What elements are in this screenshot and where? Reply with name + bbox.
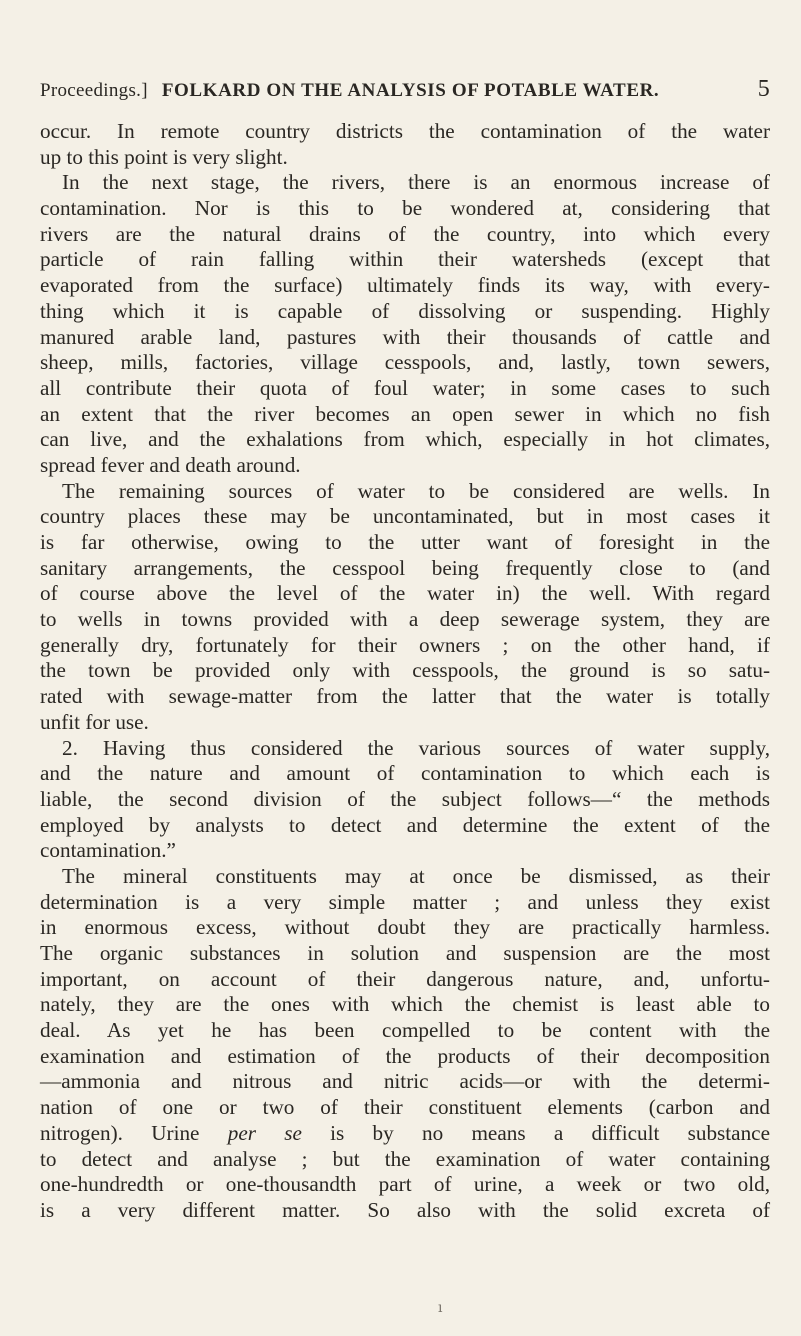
text-line: all contribute their quota of foul water; in some cases to such [40, 375, 770, 400]
text-line: contamination.” [40, 838, 176, 863]
text-line: occur. In remote country districts the contamination of the water [40, 119, 770, 143]
text-line: nation of one or two of their constituent elements (carbon and [40, 1095, 770, 1120]
text-line: important, on account of their dangerous nature, and, unfortu- [40, 966, 770, 991]
text-line: and the nature and amount of contamination to which each is [40, 761, 770, 786]
text-line: manured arable land, pastures with their thousands of cattle and [40, 324, 770, 349]
text-line: In the next stage, the rivers, there is an enormous increase of [62, 170, 770, 195]
text-line: nitrogen). Urine per se is by no means a difficult substance [40, 1120, 770, 1145]
text-line: to detect and analyse ; but the examination of water containing [40, 1146, 770, 1171]
text-line: an extent that the river becomes an open sewer in which no fish [40, 401, 770, 426]
page-number: 5 [757, 76, 770, 102]
stray-ink-mark: ı [438, 1300, 443, 1316]
article-title: FOLKARD ON THE ANALYSIS OF POTABLE WATER. [161, 80, 660, 101]
text-line: The remaining sources of water to be considered are wells. In [62, 478, 770, 503]
text-line: generally dry, fortunately for their owners ; on the other hand, if [40, 632, 770, 657]
text-line: employed by analysts to detect and determine the extent of the [40, 812, 770, 837]
text-line: The organic substances in solution and suspension are the most [40, 941, 770, 965]
text-line: contamination. Nor is this to be wondered at, considering that [40, 196, 770, 221]
text-line: thing which it is capable of dissolving or suspending. Highly [40, 298, 770, 323]
text-line: liable, the second division of the subject follows—“ the methods [40, 786, 770, 811]
text-line: examination and estimation of the products of their decomposition [40, 1043, 770, 1068]
text-line: of course above the level of the water in) the well. With regard [40, 581, 770, 606]
text-line: country places these may be uncontaminated, but in most cases it [40, 504, 770, 529]
text-line: sanitary arrangements, the cesspool being frequently close to (and [40, 555, 770, 580]
text-line: one-hundredth or one-thousandth part of urine, a week or two old, [40, 1172, 770, 1197]
text-line: particle of rain falling within their watersheds (except that [40, 247, 770, 272]
text-line: in enormous excess, without doubt they are practically harmless. [40, 915, 770, 940]
text-line: spread fever and death around. [40, 452, 301, 477]
text-line: to wells in towns provided with a deep sewerage system, they are [40, 607, 770, 632]
text-line: —ammonia and nitrous and nitric acids—or with the determi- [40, 1069, 770, 1094]
text-line: The mineral constituents may at once be dismissed, as their [62, 863, 770, 888]
text-line: the town be provided only with cesspools, the ground is so satu- [40, 658, 770, 683]
text-line: unfit for use. [40, 709, 149, 734]
text-line: determination is a very simple matter ; and unless they exist [40, 889, 770, 914]
running-head [40, 76, 770, 103]
text-line: rivers are the natural drains of the country, into which every [40, 221, 770, 246]
text-line: is a very different matter. So also with the solid excreta of [40, 1197, 770, 1222]
text-line: rated with sewage-matter from the latter that the water is totally [40, 684, 770, 709]
text-line: up to this point is very slight. [40, 144, 288, 169]
page [40, 76, 770, 1224]
text-line: nately, they are the ones with which the chemist is least able to [40, 992, 770, 1017]
text-line: deal. As yet he has been compelled to be content with the [40, 1018, 770, 1043]
text-line: 2. Having thus considered the various sources of water supply, [62, 735, 770, 760]
journal-name: Proceedings.] [40, 80, 148, 101]
text-line: can live, and the exhalations from which, especially in hot climates, [40, 427, 770, 452]
text-line: sheep, mills, factories, village cesspools, and, lastly, town sewers, [40, 350, 770, 375]
text-line: evaporated from the surface) ultimately finds its way, with every- [40, 273, 770, 298]
text-line: is far otherwise, owing to the utter want of foresight in the [40, 530, 770, 554]
body-text [40, 119, 770, 1224]
